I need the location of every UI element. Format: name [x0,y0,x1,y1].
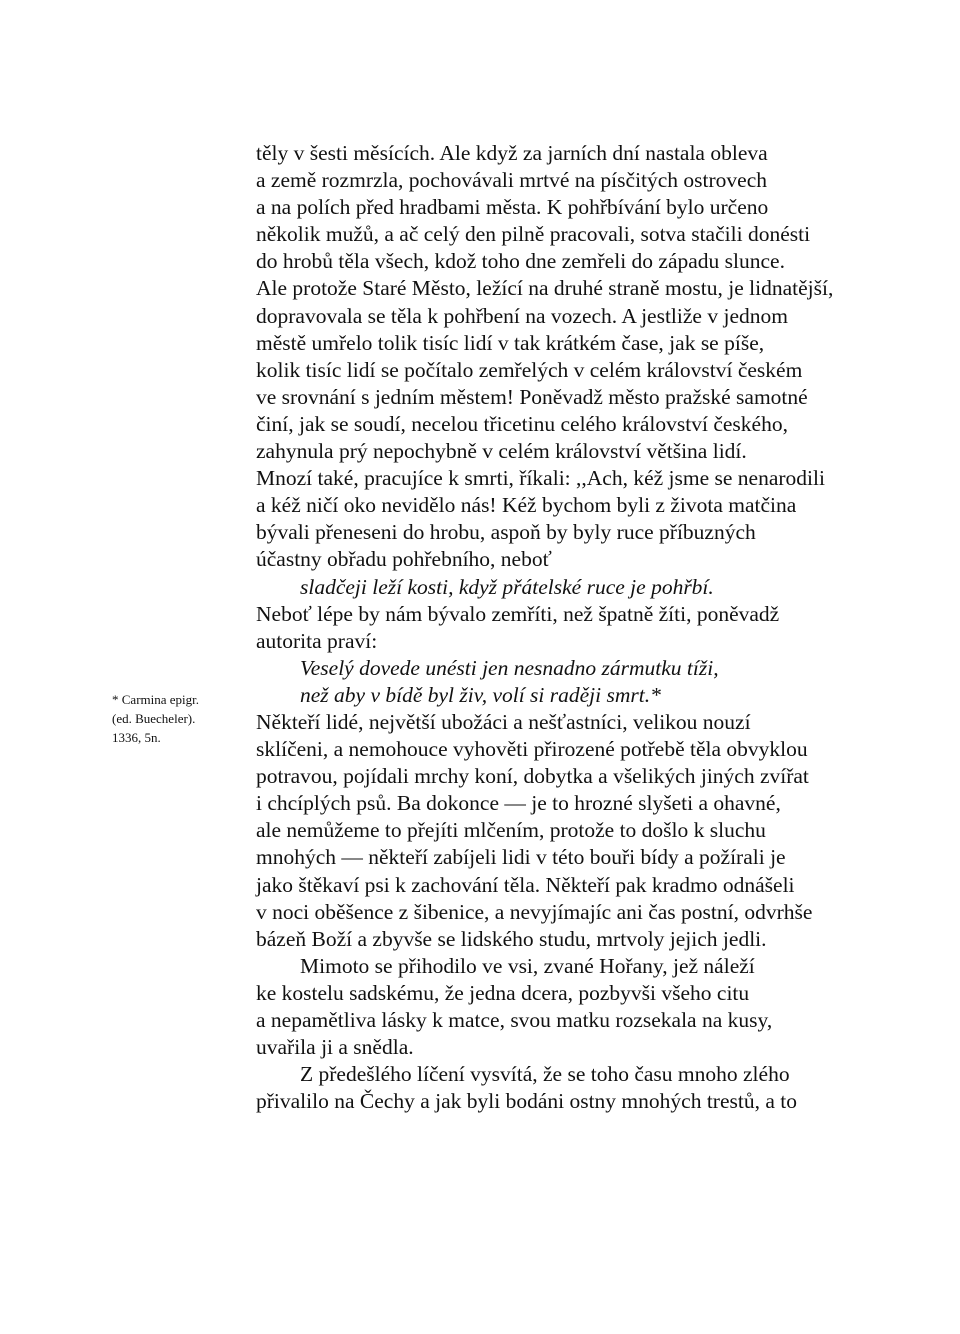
quoted-verse-line: než aby v bídě byl živ, volí si raději smrt.* [300,682,661,707]
text-line: i chcíplých psů. Ba dokonce — je to hrozné slyšeti a ohavné, [256,791,781,816]
text-line: těly v šesti měsících. Ale když za jarních dní nastala obleva [256,141,768,165]
text-line: v noci oběšence z šibenice, a nevyjímajíc ani čas postní, odvrhše [256,899,813,924]
text-line: kolik tisíc lidí se počítalo zemřelých v celém království českém [256,357,803,382]
text-line: městě umřelo tolik tisíc lidí v tak krátkém čase, jak se píše, [256,330,765,355]
paragraph-start-line: Mimoto se přihodilo ve vsi, zvané Hořany, jež náleží [300,953,755,978]
text-line: činí, jak se soudí, necelou třicetinu celého království českého, [256,411,788,436]
margin-footnote [112,690,242,747]
text-line: účastny obřadu pohřebního, neboť [256,547,552,572]
text-line: Někteří lidé, největší ubožáci a nešťastníci, velikou nouzí [256,709,751,734]
quoted-verse-line: sladčeji leží kosti, když přátelské ruce je pohřbí. [300,574,714,599]
text-line: Ale protože Staré Město, ležící na druhé straně mostu, je lidnatější, [256,276,834,301]
text-line: Neboť lépe by nám bývalo zemříti, než špatně žíti, poněvadž [256,601,780,626]
text-line: potravou, pojídali mrchy koní, dobytka a všelikých jiných zvířat [256,764,809,789]
margin-note-line: (ed. Buecheler). [112,711,196,726]
text-line: Mnozí také, pracujíce k smrti, říkali: ,,Ach, kéž jsme se nenarodili [256,466,825,491]
text-line: několik mužů, a ač celý den pilně pracovali, sotva stačili donésti [256,222,811,247]
text-line: uvařila ji a snědla. [256,1035,414,1060]
text-line: ve srovnání s jedním městem! Poněvadž město pražské samotné [256,384,808,409]
text-line: mnohých — někteří zabíjeli lidi v této bouři bídy a požírali je [256,845,786,870]
text-line: ke kostelu sadskému, že jedna dcera, pozbyvši všeho citu [256,980,750,1005]
text-line: zahynula prý nepochybně v celém království většina lidí. [256,439,747,464]
text-line: přivalilo na Čechy a jak byli bodáni ostny mnohých trestů, a to [256,1089,797,1114]
text-line: a nepamětliva lásky k matce, svou matku rozsekala na kusy, [256,1008,773,1032]
margin-note-line: * Carmina epigr. [112,692,200,707]
text-line: dopravovala se těla k pohřbení na vozech. A jestliže v jednom [256,303,788,328]
paragraph-start-line: Z předešlého líčení vysvítá, že se toho času mnoho zlého [300,1062,790,1087]
text-line: sklíčeni, a nemohouce vyhověti přirozené potřebě těla obvyklou [256,737,808,762]
text-line: autorita praví: [256,628,378,653]
text-line: bázeň Boží a zbyvše se lidského studu, mrtvoly jejich jedli. [256,926,767,951]
text-line: do hrobů těla všech, kdož toho dne zemřeli do západu slunce. [256,249,785,274]
quoted-verse-line: Veselý dovede unésti jen nesnadno zármutku tíži, [300,655,719,680]
body-text [256,140,876,1115]
text-line: jako štěkaví psi k zachování těla. Někteří pak kradmo odnášeli [256,872,795,897]
text-line: bývali přeneseni do hrobu, aspoň by byly ruce příbuzných [256,520,756,545]
text-line: ale nemůžeme to přejíti mlčením, protože to došlo k sluchu [256,818,766,843]
text-line: a na polích před hradbami města. K pohřbívání bylo určeno [256,195,769,220]
margin-note-line: 1336, 5n. [112,730,161,745]
text-line: a kéž ničí oko nevidělo nás! Kéž bychom byli z života matčina [256,493,797,518]
text-line: a země rozmrzla, pochovávali mrtvé na písčitých ostrovech [256,168,768,193]
